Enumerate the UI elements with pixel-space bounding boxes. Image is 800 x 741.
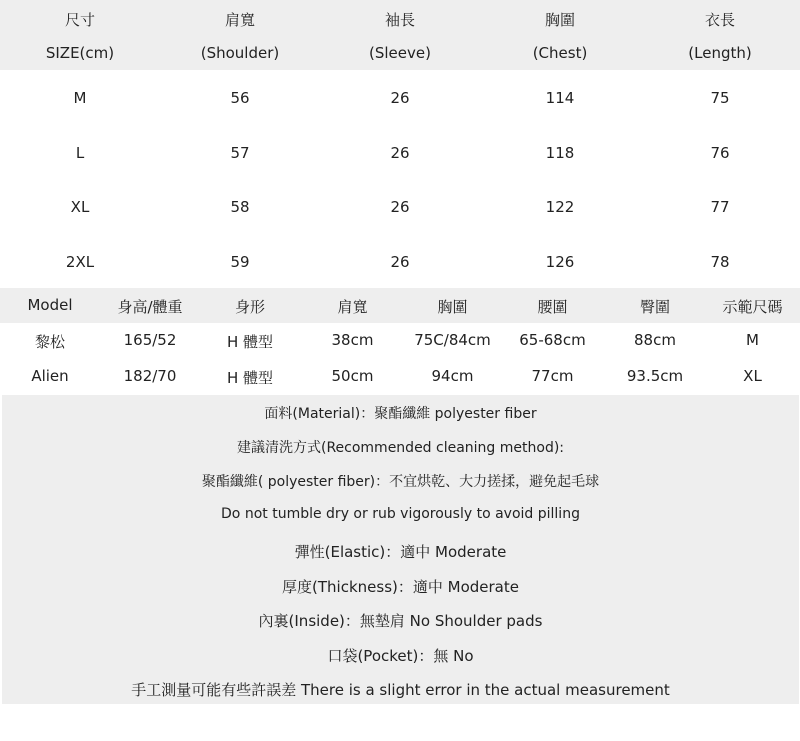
model-chart-table	[0, 288, 800, 395]
sample-size-cell: XL	[743, 367, 762, 385]
sleeve-cell: 26	[390, 252, 410, 271]
table-row	[0, 70, 800, 125]
shoulder-cell: 58	[230, 198, 250, 216]
material-text: 面料(Material)：聚酯纖維 polyester fiber	[264, 406, 537, 422]
waist-cell: 65-68cm	[519, 331, 586, 349]
length-cell: 77	[710, 198, 730, 216]
body-shape-cell: H 體型	[226, 369, 274, 387]
length-cell: 76	[710, 143, 730, 162]
header-size-zh: 尺寸	[64, 11, 95, 29]
hip-cell: 88cm	[634, 331, 676, 349]
shoulder-cell: 59	[230, 252, 250, 271]
table-row	[0, 179, 800, 234]
cleaning-title-text: 建議清洗方式(Recommended cleaning method):	[236, 440, 565, 456]
sample-size-cell: M	[746, 331, 759, 349]
header-height-weight: 身高/體重	[117, 298, 183, 316]
header-model: Model	[27, 296, 73, 314]
chest-cell: 114	[545, 89, 575, 107]
header-chest-en: (Chest)	[532, 44, 588, 62]
header-chest-zh: 胸圍	[544, 11, 575, 29]
sleeve-cell: 26	[390, 143, 410, 162]
chest-cell: 94cm	[431, 367, 474, 385]
body-shape-cell: H 體型	[226, 333, 274, 351]
shoulder-cell: 56	[230, 89, 250, 107]
hip-cell: 93.5cm	[626, 367, 684, 385]
waist-cell: 77cm	[531, 367, 574, 385]
length-cell: 78	[710, 252, 730, 271]
pocket-text: 口袋(Pocket)：無 No	[327, 647, 474, 665]
table-row	[0, 323, 800, 359]
thickness-text: 厚度(Thickness)：適中 Moderate	[282, 578, 519, 596]
header-hip: 臀圍	[639, 298, 670, 316]
shoulder-cell: 38cm	[331, 331, 374, 349]
inside-text: 內裏(Inside)：無墊肩 No Shoulder pads	[258, 612, 543, 630]
cleaning-en-text: Do not tumble dry or rub vigorously to avoid pilling	[221, 506, 580, 522]
header-waist: 腰圍	[537, 298, 568, 316]
header-size-en: SIZE(cm)	[45, 44, 115, 62]
header-shoulder-zh: 肩寬	[224, 11, 255, 29]
model-chart-header	[0, 288, 800, 323]
size-cell: XL	[70, 198, 90, 216]
product-info-panel	[2, 395, 799, 704]
size-cell: M	[73, 89, 87, 107]
size-chart-header	[0, 0, 800, 70]
size-chart-table	[0, 0, 800, 288]
measurement-note-text: 手工測量可能有些許誤差 There is a slight error in the actual measurement	[131, 681, 670, 699]
header-shoulder-en: (Shoulder)	[200, 44, 280, 62]
size-cell: L	[75, 143, 85, 162]
sleeve-cell: 26	[390, 198, 410, 216]
length-cell: 75	[710, 89, 730, 107]
height-weight-cell: 182/70	[123, 367, 177, 385]
sleeve-cell: 26	[390, 89, 410, 107]
table-row	[0, 234, 800, 289]
table-row	[0, 359, 800, 395]
size-cell: 2XL	[65, 252, 95, 271]
header-length-zh: 衣長	[704, 11, 735, 29]
header-body-shape: 身形	[234, 298, 265, 316]
height-weight-cell: 165/52	[123, 331, 177, 349]
chest-cell: 122	[545, 198, 575, 216]
shoulder-cell: 57	[230, 143, 250, 162]
cleaning-zh-text: 聚酯纖維( polyester fiber)：不宜烘乾、大力搓揉，避免起毛球	[201, 474, 600, 490]
header-sample-size: 示範尺碼	[722, 298, 783, 316]
header-chest: 胸圍	[437, 298, 468, 316]
header-shoulder: 肩寬	[337, 298, 368, 316]
elastic-text: 彈性(Elastic)：適中 Moderate	[294, 543, 507, 561]
chest-cell: 118	[545, 143, 575, 162]
chest-cell: 75C/84cm	[414, 331, 491, 349]
chest-cell: 126	[545, 252, 575, 271]
header-length-en: (Length)	[688, 44, 752, 62]
model-name-cell: 黎松	[34, 333, 65, 351]
shoulder-cell: 50cm	[331, 367, 374, 385]
header-sleeve-en: (Sleeve)	[369, 44, 431, 62]
model-name-cell: Alien	[31, 367, 69, 385]
header-sleeve-zh: 袖長	[384, 11, 415, 29]
table-row	[0, 125, 800, 180]
